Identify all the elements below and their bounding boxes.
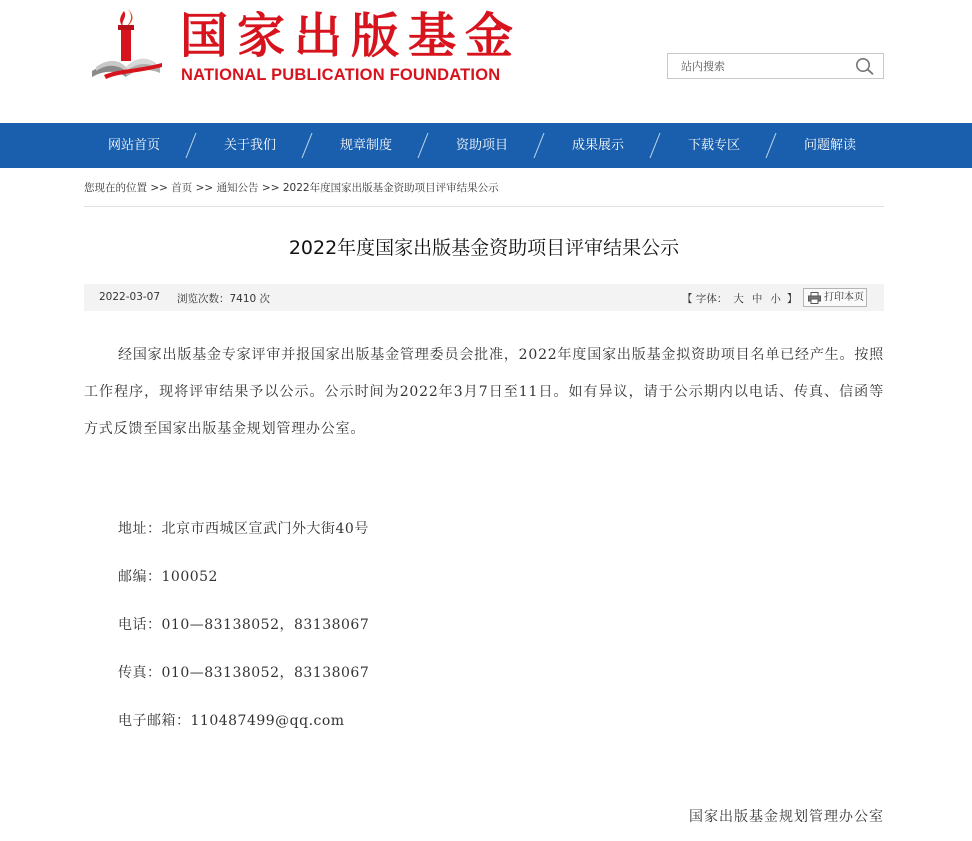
font-size-small-button[interactable]: 小 bbox=[770, 293, 781, 305]
nav-item-downloads[interactable]: 下载专区 bbox=[687, 138, 740, 153]
search-input[interactable] bbox=[668, 54, 848, 78]
article-date: 2022-03-07 bbox=[99, 291, 161, 303]
font-size-label: 【 字体： bbox=[682, 293, 728, 305]
nav-separator bbox=[417, 132, 429, 159]
nav-separator bbox=[765, 132, 777, 159]
contact-address: 地址：北京市西城区宣武门外大街40号 bbox=[118, 521, 369, 537]
article-title: 2022年度国家出版基金资助项目评审结果公示 bbox=[288, 237, 680, 259]
nav-item-home[interactable]: 网站首页 bbox=[107, 138, 160, 153]
breadcrumb-divider bbox=[84, 206, 884, 207]
nav-item-achievements[interactable]: 成果展示 bbox=[571, 138, 624, 153]
nav-item-rules[interactable]: 规章制度 bbox=[339, 138, 392, 153]
nav-separator bbox=[185, 132, 197, 159]
article-signature: 国家出版基金规划管理办公室 bbox=[689, 809, 884, 825]
site-header bbox=[0, 0, 972, 123]
breadcrumb-separator: >> bbox=[192, 182, 217, 194]
nav-separator bbox=[533, 132, 545, 159]
nav-item-about[interactable]: 关于我们 bbox=[223, 138, 276, 153]
font-size-medium-button[interactable]: 中 bbox=[751, 293, 763, 305]
breadcrumb-home[interactable]: 首页 bbox=[171, 182, 193, 194]
search-box bbox=[667, 53, 884, 79]
article-meta-bar bbox=[84, 284, 884, 311]
site-title-en: NATIONAL PUBLICATION FOUNDATION bbox=[181, 66, 501, 84]
nav-separator bbox=[301, 132, 313, 159]
nav-item-faq[interactable]: 问题解读 bbox=[803, 138, 856, 153]
font-size-controls bbox=[680, 291, 799, 306]
contact-email[interactable]: 电子邮箱：110487499@qq.com bbox=[118, 713, 345, 729]
site-title-cn: 国家出版基金 bbox=[180, 8, 523, 64]
breadcrumb-separator: >> bbox=[258, 182, 283, 194]
breadcrumb-current[interactable]: 2022年度国家出版基金资助项目评审结果公示 bbox=[282, 182, 499, 194]
nav-separator bbox=[649, 132, 661, 159]
printer-icon bbox=[808, 292, 821, 304]
contact-fax: 传真：010—83138052，83138067 bbox=[118, 665, 370, 681]
print-page-label: 打印本页 bbox=[824, 292, 864, 303]
search-icon[interactable] bbox=[855, 57, 875, 75]
main-nav bbox=[0, 123, 972, 168]
breadcrumb-separator: >> bbox=[147, 182, 172, 194]
breadcrumb bbox=[84, 180, 884, 195]
contact-postcode: 邮编：100052 bbox=[118, 569, 218, 585]
font-size-label-close: 】 bbox=[786, 293, 798, 305]
contact-phone: 电话：010—83138052，83138067 bbox=[118, 617, 370, 633]
font-size-large-button[interactable]: 大 bbox=[733, 293, 744, 305]
nav-item-projects[interactable]: 资助项目 bbox=[455, 138, 508, 153]
article-views: 浏览次数：7410 次 bbox=[177, 293, 271, 305]
print-page-button[interactable] bbox=[803, 288, 867, 307]
foundation-emblem-icon[interactable] bbox=[88, 5, 168, 83]
breadcrumb-notices[interactable]: 通知公告 bbox=[216, 182, 259, 194]
breadcrumb-prefix: 您现在的位置 bbox=[84, 182, 147, 194]
article-paragraph: 经国家出版基金专家评审并报国家出版基金管理委员会批准，2022年度国家出版基金拟资助项目名单已经产生。按照工作程序，现将评审结果予以公示。公示时间为2022年3月7日至11日。如有异议，请于公示期内以电话、传真、信函等方式反馈至国家出版基金规划管理办公室。 bbox=[84, 347, 884, 437]
